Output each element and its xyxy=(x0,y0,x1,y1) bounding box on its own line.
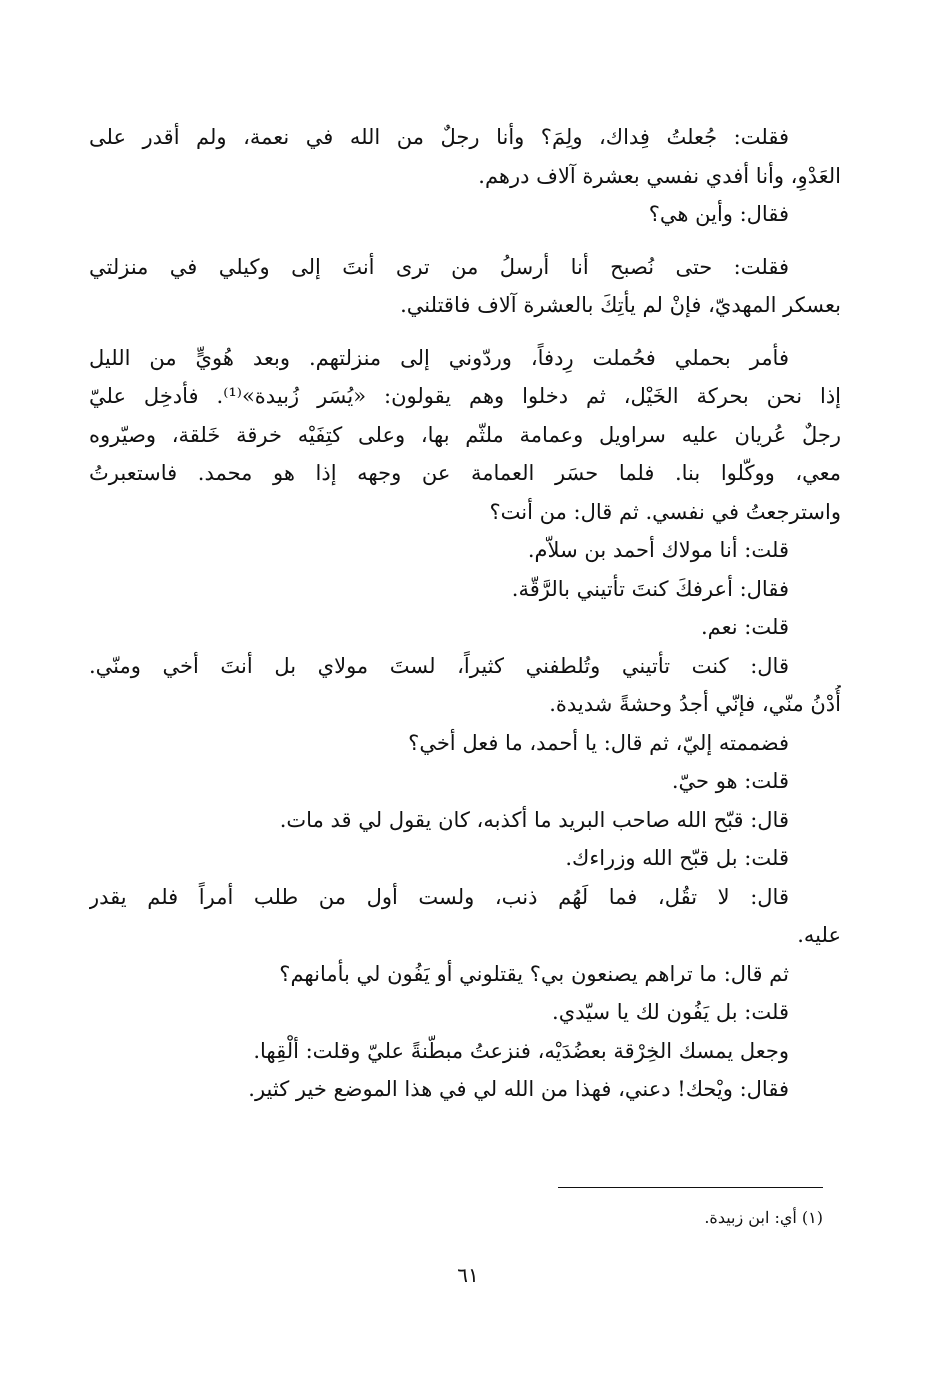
text-line: وجعل يمسك الخِرْقة بعضُدَيْه، فنزعتُ مبطّنةً عليّ وقلت: ألْقِها. xyxy=(253,1038,789,1063)
page-body xyxy=(89,118,841,1109)
text-line: معي، ووكّلوا بنا. فلما حسَر العمامة عن وجهه إذا هو محمد. فاستعبرتُ xyxy=(89,461,841,485)
text-line: العَدْوِ، وأنا أفدي نفسي بعشرة آلاف درهم. xyxy=(478,163,841,188)
text-line: قلت: بل قبّح الله وزراءك. xyxy=(565,846,789,870)
text-line: فقلت: جُعلتُ فِداك، ولِمَ؟ وأنا رجلٌ من الله في نعمة، ولم أقدر على xyxy=(89,125,789,149)
text-line: فقال: ويْحك! دعني، فهذا من الله لي في هذا الموضع خير كثير. xyxy=(248,1077,789,1101)
text-line: بعسكر المهديّ، فإنْ لم يأتِكَ بالعشرة آلاف فاقتلني. xyxy=(400,293,841,317)
footnote-divider xyxy=(558,1187,823,1188)
text-line: رجلٌ عُريان عليه سراويل وعمامة ملثّم بها، وعلى كتِفَيْه خرقة خَلقة، وصيّروه xyxy=(89,422,841,447)
text-line: قال: كنت تأتيني وتُلطفني كثيراً، لستَ مولاي بل أنتَ أخي ومنّي. xyxy=(89,653,789,678)
text-line: فقال: وأين هي؟ xyxy=(648,202,789,226)
text-line: قلت: نعم. xyxy=(701,615,789,639)
text-line: قلت: أنا مولاك أحمد بن سلاّم. xyxy=(527,538,789,562)
footnote: (١) أي: ابن زبيدة. xyxy=(704,1208,823,1227)
text-line: قال: قبّح الله صاحب البريد ما أكذبه، كان يقول لي قد مات. xyxy=(279,807,789,832)
text-line: قال: لا تقُل، فما لَهُم ذنب، ولست أول من طلب أمراً فلم يقدر xyxy=(89,884,789,909)
text-line: عليه. xyxy=(797,923,841,947)
text-line: أُدْنُ منّي، فإنّي أجدُ وحشةً شديدة. xyxy=(549,692,841,716)
text-line: فضممته إليّ، ثم قال: يا أحمد، ما فعل أخي؟ xyxy=(408,730,789,755)
page-number: ٦١ xyxy=(457,1263,479,1287)
text-line: فقال: أعرفكَ كنتَ تأتيني بالرَّقّة. xyxy=(511,576,789,601)
text-line: قلت: هو حيّ. xyxy=(671,769,789,793)
text-line: واسترجعتُ في نفسي. ثم قال: من أنت؟ xyxy=(489,499,841,524)
text-line: فقلت: حتى نُصبح أنا أرسلُ من ترى أنتَ إلى وكيلي في منزلتي xyxy=(89,254,789,279)
text-line: ثم قال: ما تراهم يصنعون بي؟ يقتلوني أو يَفُون لي بأمانهم؟ xyxy=(279,961,789,986)
text-line: قلت: بل يَفُون لك يا سيّدي. xyxy=(552,1000,789,1024)
text-line: إذا نحن بحركة الخَيْل، ثم دخلوا وهم يقولون: «يُسَر زُبيدة»⁽¹⁾. فأدخِل عليّ xyxy=(89,384,841,408)
text-line: فأمر بحملي فحُملت رِدفاً، وردّوني إلى منزلتهم. وبعد هُويٍّ من الليل xyxy=(89,345,789,370)
